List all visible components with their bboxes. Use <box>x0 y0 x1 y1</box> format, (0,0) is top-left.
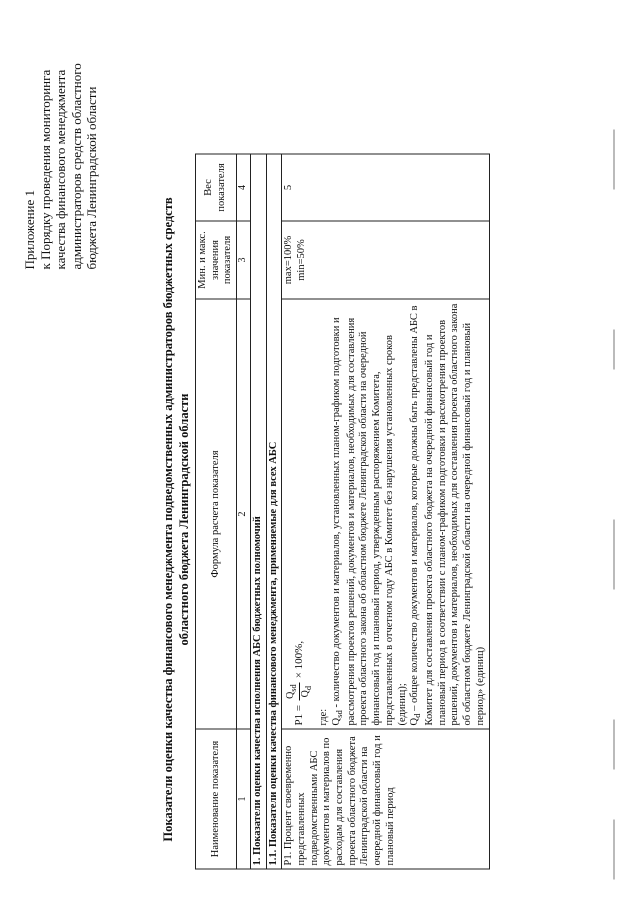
header-minmax: Мин. и макс. значения показателя <box>196 221 237 299</box>
appendix-header <box>22 20 100 270</box>
qd-subscript: d <box>412 713 423 718</box>
subsection-row <box>266 154 282 869</box>
column-number-row <box>237 154 251 869</box>
max-value: max=100% <box>283 235 295 285</box>
header-weight: Вес показателя <box>196 154 237 221</box>
title-line-1: Показатели оценки качества финансового менеджмента подведомственных администраторов бюджетных средств <box>161 197 175 842</box>
formula-numerator <box>285 682 300 701</box>
scan-mark <box>613 130 615 190</box>
section-1-title: 1. Показатели оценки качества исполнения АБС бюджетных полномочий <box>250 154 266 869</box>
column-number: 3 <box>237 221 251 299</box>
qsd-text: - количество документов и материалов, установленных планом-графиком подготовки и рассмотрения проектов решений, документов и материалов, необходимых для составления проекта областного закона об областном бюджете Ленинградской области на очередной финансовый год и плановый период, утвержденным распоряжением Комитета, представленных в отчетном году АБС в Комитет без нарушения установленных сроков (единиц); <box>330 317 408 726</box>
column-number: 4 <box>237 154 251 221</box>
scan-mark <box>613 720 615 770</box>
formula-fraction <box>285 682 314 701</box>
qd-text: – общее количество документов и материалов, которые должны быть представлены АБС в Комитет для составления проекта областного бюджета на очередной финансовый год и плановый период в соответствии с планом-графиком подготовки и рассмотрения проектов решений, документов и материалов, необходимых для составления проекта областного закона об областном бюджете Ленинградской области на очередной финансовый год и плановый период» (единиц) <box>409 303 486 726</box>
formula <box>285 303 314 726</box>
appendix-line: Приложение 1 <box>22 189 37 270</box>
qd-symbol: Q <box>409 717 421 726</box>
qsd-subscript: sd <box>334 710 345 718</box>
numerator-subscript: sd <box>289 684 299 692</box>
header-formula: Формула расчета показателя <box>196 299 237 729</box>
indicator-name: Р1. Процент своевременно представленных подведомственными АБС документов и материалов по расходам для составления проекта областного бюджета Ленинградской области на очередной финансовый год и плановый период <box>282 729 489 869</box>
table-row <box>282 154 489 869</box>
scan-mark <box>613 520 615 590</box>
denominator-subscript: d <box>304 685 314 691</box>
header-row <box>196 154 237 869</box>
denominator-symbol: Q <box>300 690 312 698</box>
qsd-definition <box>331 303 409 726</box>
scan-mark <box>613 820 615 880</box>
qd-definition <box>409 303 487 726</box>
column-number: 2 <box>237 299 251 729</box>
column-number: 1 <box>237 729 251 869</box>
header-name: Наименование показателя <box>196 729 237 869</box>
title-line-2: областного бюджета Ленинградской области <box>177 393 191 646</box>
qsd-symbol: Q <box>330 717 342 726</box>
section-1-1-title: 1.1. Показатели оценки качества финансового менеджмента, применяемые для всех АБС <box>266 154 282 869</box>
scan-mark <box>613 330 615 370</box>
formula-denominator <box>300 684 314 699</box>
min-value: min=50% <box>295 239 307 281</box>
indicator-formula-cell <box>282 299 489 729</box>
appendix-line: к Порядку проведения мониторинга <box>37 69 53 270</box>
where-label: где: <box>318 708 330 726</box>
indicator-weight: 5 <box>282 154 489 221</box>
document-page <box>20 15 620 890</box>
scan-edge-marks <box>610 15 618 890</box>
appendix-line: администраторов средств областного <box>68 63 84 270</box>
indicators-table <box>195 154 490 870</box>
formula-rhs: × 100%, <box>293 640 306 679</box>
section-row <box>250 154 266 869</box>
formula-lhs: P1 = <box>293 704 306 726</box>
appendix-line: качества финансового менеджмента <box>53 69 68 270</box>
document-title <box>160 170 192 870</box>
indicator-minmax-cell <box>282 221 489 299</box>
numerator-symbol: Q <box>285 691 297 699</box>
appendix-line: бюджета Ленинградской области <box>84 86 99 270</box>
